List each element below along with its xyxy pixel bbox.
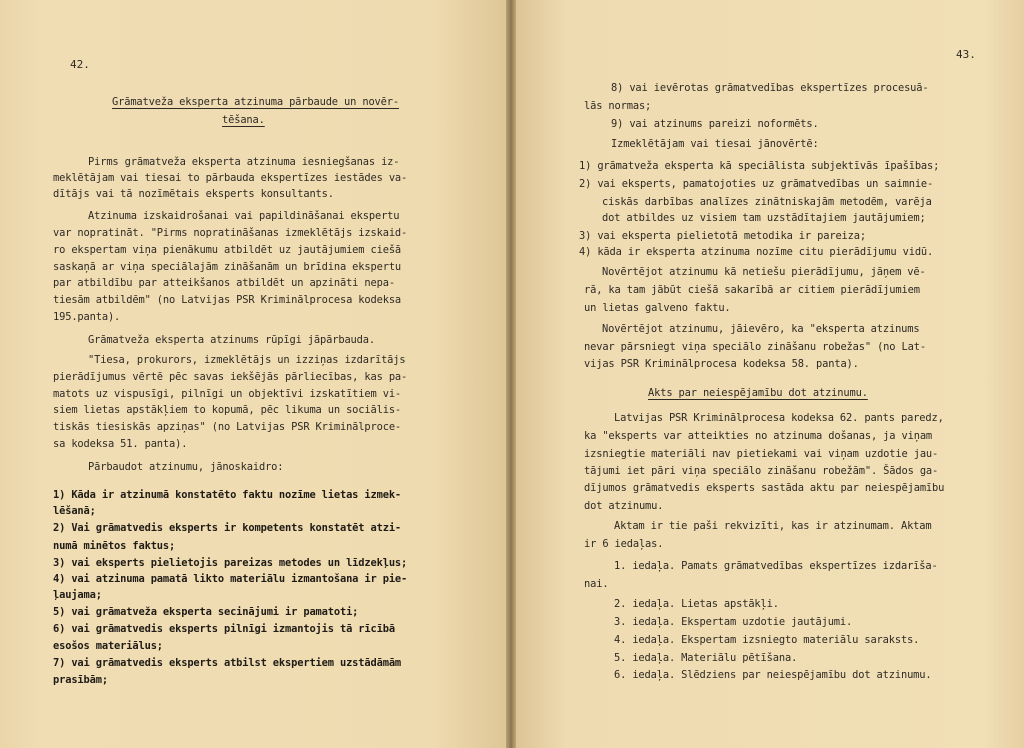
- text-line: siem lietas apstākļiem to kopumā, pēc likuma un sociālis-: [53, 404, 402, 416]
- text-line: ro ekspertam viņa pienākumu atbildēt uz jautājumiem ciešā: [53, 244, 402, 256]
- text-line: 3. iedaļa. Ekspertam uzdotie jautājumi.: [614, 616, 853, 628]
- text-line: un lietas galveno faktu.: [584, 302, 731, 314]
- text-line: 7) vai grāmatvedis eksperts atbilst ekspertiem uzstādāmām: [53, 657, 402, 669]
- text-line: Pirms grāmatveža eksperta atzinuma iesniegšanas iz-: [88, 156, 400, 168]
- text-line: 1) Kāda ir atzinumā konstatēto faktu nozīme lietas izmek-: [53, 489, 402, 501]
- text-line: prasībām;: [53, 674, 108, 686]
- text-line: 3) vai eksperts pielietojis pareizas metodes un līdzekļus;: [53, 557, 408, 569]
- text-line: 6. iedaļa. Slēdziens par neiespējamību dot atzinumu.: [614, 669, 932, 681]
- section-heading: Akts par neiespējamību dot atzinumu.: [648, 387, 868, 399]
- text-line: dītājs vai tā nozīmētais eksperts konsultants.: [53, 188, 334, 200]
- right-page: [516, 0, 1024, 748]
- section-heading: Grāmatveža eksperta atzinuma pārbaude un novēr-: [112, 96, 399, 108]
- text-line: ļaujama;: [53, 589, 102, 601]
- text-line: numā minētos faktus;: [53, 540, 176, 552]
- text-line: 2) Vai grāmatvedis eksperts ir kompetents konstatēt atzi-: [53, 522, 402, 534]
- text-line: 4) kāda ir eksperta atzinuma nozīme citu pierādījumu vidū.: [579, 246, 934, 258]
- text-line: tiesām atbildēm" (no Latvijas PSR Kriminālprocesa kodeksa: [53, 294, 402, 306]
- page-number: 43.: [956, 48, 976, 61]
- text-line: Pārbaudot atzinumu, jānoskaidro:: [88, 461, 284, 473]
- text-line: matots uz vispusīgi, pilnīgi un objektīvi izskatītiem vi-: [53, 388, 402, 400]
- text-line: ir 6 iedaļas.: [584, 538, 664, 550]
- text-line: 5) vai grāmatveža eksperta secinājumi ir pamatoti;: [53, 606, 359, 618]
- text-line: vijas PSR Kriminālprocesa kodeksa 58. panta).: [584, 358, 859, 370]
- text-line: saskaņā ar viņa speciālajām zināšanām un brīdina ekspertu: [53, 261, 402, 273]
- text-line: tājumi iet pāri viņa speciālo zināšanu robežām". Šādos ga-: [584, 465, 939, 477]
- text-line: "Tiesa, prokurors, izmeklētājs un izziņas izdarītājs: [88, 354, 406, 366]
- text-line: 2) vai eksperts, pamatojoties uz grāmatvedības un saimnie-: [579, 178, 934, 190]
- section-heading-cont: tēšana.: [222, 114, 265, 126]
- text-line: ciskās darbības analīzes zinātniskajām metodēm, varēja: [602, 196, 932, 208]
- text-line: 2. iedaļa. Lietas apstākļi.: [614, 598, 779, 610]
- text-line: 6) vai grāmatvedis eksperts pilnīgi izmantojis tā rīcībā: [53, 623, 395, 635]
- text-line: var nopratināt. "Pirms nopratināšanas izmeklētājs izskaid-: [53, 227, 408, 239]
- text-line: pierādījumus vērtē pēc savas iekšējās pārliecības, kas pa-: [53, 371, 408, 383]
- text-line: meklētājam vai tiesai to pārbauda ekspertīzes iestādes va-: [53, 172, 408, 184]
- text-line: 4. iedaļa. Ekspertam izsniegto materiālu saraksts.: [614, 634, 920, 646]
- text-line: izsniegtie materiāli nav pietiekami vai viņam uzdotie jau-: [584, 448, 939, 460]
- text-line: par atbildību par atteikšanos atbildēt un apzināti nepa-: [53, 277, 395, 289]
- text-line: nevar pārsniegt viņa speciālo zināšanu robežas" (no Lat-: [584, 341, 926, 353]
- text-line: 1. iedaļa. Pamats grāmatvedības ekspertīzes izdarīša-: [614, 560, 938, 572]
- text-line: esošos materiālus;: [53, 640, 163, 652]
- text-line: Atzinuma izskaidrošanai vai papildināšanai ekspertu: [88, 210, 400, 222]
- text-line: dot atzinumu.: [584, 500, 664, 512]
- text-line: 9) vai atzinums pareizi noformēts.: [611, 118, 819, 130]
- text-line: Latvijas PSR Kriminālprocesa kodeksa 62. pants paredz,: [614, 412, 944, 424]
- text-line: 3) vai eksperta pielietotā metodika ir pareiza;: [579, 230, 866, 242]
- text-line: Novērtējot atzinumu kā netiešu pierādījumu, jāņem vē-: [602, 266, 926, 278]
- text-line: dot atbildes uz visiem tam uzstādītajiem jautājumiem;: [602, 212, 926, 224]
- text-line: ka "eksperts var atteikties no atzinuma došanas, ja viņam: [584, 430, 933, 442]
- text-line: dījumos grāmatvedis eksperts sastāda aktu par neiespējamību: [584, 482, 945, 494]
- text-line: rā, ka tam jābūt ciešā sakarībā ar citiem pierādījumiem: [584, 284, 920, 296]
- left-page: [0, 0, 508, 748]
- text-line: Grāmatveža eksperta atzinums rūpīgi jāpārbauda.: [88, 334, 375, 346]
- text-line: lēšanā;: [53, 505, 96, 517]
- text-line: 5. iedaļa. Materiālu pētīšana.: [614, 652, 798, 664]
- text-line: Izmeklētājam vai tiesai jānovērtē:: [611, 138, 819, 150]
- page-number: 42.: [70, 58, 90, 71]
- text-line: Aktam ir tie paši rekvizīti, kas ir atzinumam. Aktam: [614, 520, 932, 532]
- text-line: Novērtējot atzinumu, jāievēro, ka "eksperta atzinums: [602, 323, 920, 335]
- text-line: sa kodeksa 51. panta).: [53, 438, 188, 450]
- text-line: 4) vai atzinuma pamatā likto materiālu izmantošana ir pie-: [53, 573, 408, 585]
- text-line: 8) vai ievērotas grāmatvedības ekspertīzes procesuā-: [611, 82, 929, 94]
- text-line: tiskās tiesiskās apziņas" (no Latvijas PSR Kriminālproce-: [53, 421, 402, 433]
- text-line: 1) grāmatveža eksperta kā speciālista subjektīvās īpašības;: [579, 160, 940, 172]
- text-line: nai.: [584, 578, 609, 590]
- text-line: 195.panta).: [53, 311, 121, 323]
- text-line: lās normas;: [584, 100, 652, 112]
